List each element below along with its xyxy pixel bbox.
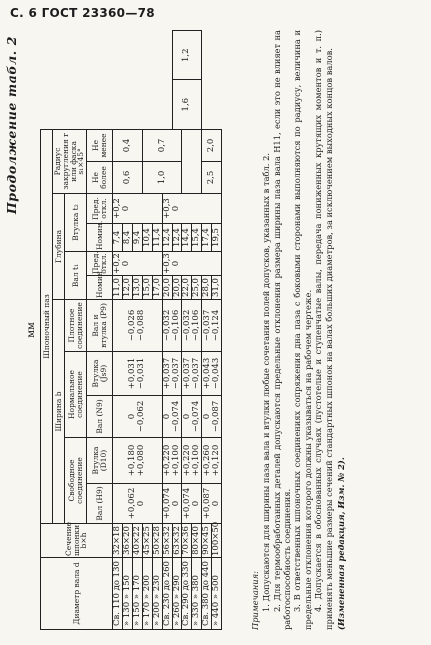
cell-section: 36×20 <box>122 524 132 558</box>
table-continuation-label: Продолжение табл. 2 <box>4 36 19 215</box>
header-normal-fit: Нормальное соединение <box>65 352 87 438</box>
unit-label: мм <box>26 322 37 338</box>
cell-t2: 7,4 <box>113 224 123 252</box>
cell-rmax: 2,5 <box>202 162 222 194</box>
cell-t2: 15,4 <box>192 224 202 252</box>
cell-rmin: 2,0 <box>202 129 222 161</box>
cell-t2: 12,4 <box>172 224 182 252</box>
header-shaft-t1: Вал t₁ <box>65 252 87 300</box>
table-row <box>202 31 212 630</box>
cell-h9: +0,074 0 <box>182 484 202 524</box>
cell-t1-dev: +0,3 0 <box>162 252 222 276</box>
table-row <box>162 31 172 630</box>
header-t2-nominal: Номин. <box>87 224 113 252</box>
cell-rmax: 0,6 <box>113 162 143 194</box>
cell-t1: 31,0 <box>212 276 222 300</box>
cell-n9: 0 −0,062 <box>113 396 163 438</box>
header-bush-d10: Втулка (D10) <box>87 438 113 484</box>
header-keyway: Шпоночный паз <box>41 129 53 523</box>
cell-n9: 0 −0,074 <box>182 396 202 438</box>
cell-shaft-diameter: » 130 » 150 <box>122 558 132 630</box>
cell-t2-dev: +0,2 0 <box>113 194 163 224</box>
cell-section: 56×32 <box>162 524 172 558</box>
cell-p9: −0,026 −0,088 <box>113 300 163 352</box>
note-item: 1. Допускаются для ширины паза вала и втулки любые сочетания полей допусков, указанных в табл. 2. <box>261 153 272 612</box>
cell-shaft-diameter: » 150 » 170 <box>132 558 142 630</box>
cell-js9: +0,043 −0,043 <box>202 352 222 396</box>
cell-rmin: 1,2 <box>172 31 202 80</box>
cell-section: 32×18 <box>113 524 123 558</box>
notes-block <box>250 30 346 630</box>
cell-t2: 19,5 <box>212 224 222 252</box>
cell-d10: +0,260 +0,120 <box>202 438 222 484</box>
cell-h9: +0,074 0 <box>162 484 182 524</box>
cell-h9: +0,062 0 <box>113 484 163 524</box>
cell-h9: +0,087 0 <box>202 484 222 524</box>
header-bush-t2: Втулка t₂ <box>65 194 87 252</box>
header-bush-js9: Втулка (Js9) <box>87 352 113 396</box>
cell-d10: +0,180 +0,080 <box>113 438 163 484</box>
keyway-dimensions-table <box>40 30 222 630</box>
cell-t2: 14,4 <box>182 224 192 252</box>
cell-t1: 20,0 <box>162 276 172 300</box>
header-key-section: Сечение шпонки b×h <box>41 524 113 558</box>
cell-shaft-diameter: Св. 110 до 130 <box>113 558 123 630</box>
cell-section: 40×22 <box>132 524 142 558</box>
cell-t1: 25,0 <box>192 276 202 300</box>
cell-t1-dev: +0,2 0 <box>113 252 163 276</box>
cell-t2: 8,4 <box>122 224 132 252</box>
cell-section: 90×45 <box>202 524 212 558</box>
rotated-page-content <box>4 30 424 630</box>
cell-n9: 0 −0,087 <box>202 396 222 438</box>
cell-t1: 22,0 <box>182 276 192 300</box>
header-shaft-h9: Вал (H9) <box>87 484 113 524</box>
table-row <box>113 31 123 630</box>
cell-t2: 9,4 <box>132 224 142 252</box>
note-item: 3. В ответственных шпоночных соединениях сопряжения дна паза с боковыми сторонами выполняются по радиусу, величина и предельные отклонения которого должны указываться на рабочем чертеже. <box>292 30 313 630</box>
header-width: Ширина b <box>53 300 65 524</box>
header-shaft-n9: Вал (N9) <box>87 396 113 438</box>
header-tight-fit: Плотное соединение <box>65 300 87 352</box>
cell-rmin: 0,4 <box>113 129 143 161</box>
cell-t1: 11,0 <box>113 276 123 300</box>
note-item: 4. Допускается в обоснованных случаях (пустотелые и ступенчатые валы, передача пониженных крутящих моментов и т. п.) применять меньшие размеры сечений стандартных шпонок на валах больших диаметров, за исключением выходных концов валов. <box>313 30 334 630</box>
header-shaft-bush-p9: Вал и втулка (P9) <box>87 300 113 352</box>
cell-t2-dev: +0,3 0 <box>162 194 222 224</box>
cell-t2: 12,4 <box>162 224 172 252</box>
cell-shaft-diameter: Св. 290 до 330 <box>182 558 192 630</box>
cell-section: 100×50 <box>211 521 222 556</box>
cell-t1: 15,0 <box>142 276 152 300</box>
cell-section: 70×36 <box>182 524 192 558</box>
cell-t1: 12,0 <box>122 276 132 300</box>
cell-shaft-diameter: Св. 230 до 260 <box>162 558 172 630</box>
header-depth: Глубина <box>53 194 65 300</box>
cell-rmax: 1,0 <box>142 162 182 194</box>
cell-n9: 0 −0,074 <box>162 396 182 438</box>
cell-t1: 28,0 <box>202 276 212 300</box>
cell-shaft-diameter: » 330 » 380 <box>192 558 202 630</box>
notes-title: Примечания: <box>250 571 260 630</box>
header-shaft-diameter: Диаметр вала d <box>41 558 113 630</box>
cell-shaft-diameter: Св. 380 до 440 <box>202 558 212 630</box>
cell-d10: +0,220 +0,100 <box>162 438 182 484</box>
edition-note: (Измененная редакция, Изм. № 2). <box>335 457 346 630</box>
cell-t1: 13,0 <box>132 276 142 300</box>
cell-d10: +0,220 +0,100 <box>182 438 202 484</box>
cell-section: 50×28 <box>152 524 162 558</box>
cell-shaft-diameter: » 170 » 200 <box>142 558 152 630</box>
cell-section: 80×40 <box>192 524 202 558</box>
header-max: Не более <box>87 162 113 194</box>
header-radius: Радиус закругления r или фаска s₁×45° <box>53 129 87 193</box>
cell-section: 45×25 <box>142 524 152 558</box>
cell-p9: −0,032 −0,106 <box>162 300 182 352</box>
cell-t2: 11,4 <box>152 224 162 252</box>
header-min: Не менее <box>87 129 113 161</box>
cell-p9: −0,037 −0,124 <box>202 300 222 352</box>
cell-t1: 17,0 <box>152 276 162 300</box>
cell-shaft-diameter: » 260 » 290 <box>172 558 182 630</box>
header-t2-deviation: Пред. откл. <box>87 194 113 224</box>
cell-section: 63×32 <box>172 524 182 558</box>
page-title: С. 6 ГОСТ 23360—78 <box>10 6 155 20</box>
cell-js9: +0,037 −0,037 <box>182 352 202 396</box>
cell-t1: 20,0 <box>172 276 182 300</box>
note-item: 2. Для термообработанных деталей допускаются предельные отклонения размера ширины паза вала H11, если это не влияет на работоспособность соединения. <box>271 30 293 630</box>
cell-shaft-diameter: » 200 » 230 <box>152 558 162 630</box>
cell-t2: 10,4 <box>142 224 152 252</box>
cell-t2: 17,4 <box>202 224 212 252</box>
header-t1-deviation: Пред. откл. <box>87 252 113 276</box>
header-t1-nominal: Номин. <box>87 276 113 300</box>
cell-p9: −0,032 −0,106 <box>182 300 202 352</box>
cell-js9: +0,037 −0,037 <box>162 352 182 396</box>
cell-js9: +0,031 −0,031 <box>113 352 163 396</box>
cell-rmax: 1,6 <box>172 80 202 129</box>
cell-shaft-diameter: » 440 » 500 <box>212 558 222 630</box>
header-free-fit: Свободное соединение <box>65 438 87 524</box>
cell-rmin: 0,7 <box>142 129 182 161</box>
